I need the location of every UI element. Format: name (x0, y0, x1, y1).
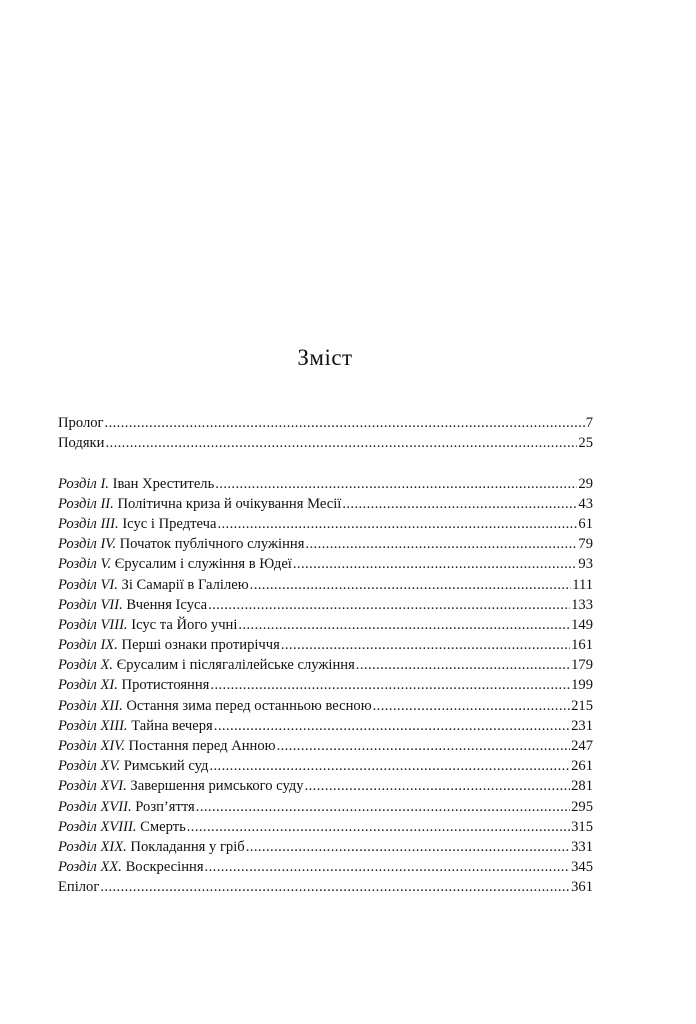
toc-entry-title: Завершення римського суду (126, 778, 304, 795)
page-number: 315 (571, 818, 593, 835)
table-of-contents (58, 413, 593, 898)
chapter-number: Розділ XIX. (58, 838, 127, 855)
page-number: 25 (578, 435, 593, 452)
chapter-number: Розділ I. (58, 475, 109, 492)
toc-entry (58, 554, 593, 574)
toc-entry-title: Остання зима перед останньою весною (122, 697, 372, 714)
page-number: 261 (571, 758, 593, 775)
page-number: 93 (578, 556, 593, 573)
page-number: 111 (572, 576, 593, 593)
toc-entry (58, 575, 593, 595)
page-number: 199 (571, 677, 593, 694)
chapter-number: Розділ XVI. (58, 778, 127, 795)
toc-entry-label (58, 413, 104, 433)
toc-entry-label (58, 433, 104, 453)
toc-entry-label (58, 534, 304, 554)
chapter-number: Розділ XIII. (58, 717, 128, 734)
toc-entry-title: Постання перед Анною (124, 738, 276, 754)
dot-leader (342, 494, 577, 514)
toc-entry-title: Смерть (136, 818, 186, 835)
dot-leader (100, 877, 570, 897)
toc-spacer (58, 453, 593, 473)
chapter-number: Розділ XIV. (58, 738, 125, 754)
page-number: 247 (571, 738, 593, 754)
chapter-number: Розділ II. (58, 495, 114, 512)
toc-entry-title: Ісус та Його учні (127, 616, 238, 633)
dot-leader (217, 514, 577, 534)
page-number: 43 (578, 495, 593, 512)
toc-chapters (58, 474, 593, 898)
toc-entry-title: Вчення Ісуса (122, 596, 208, 613)
toc-entry-title: Зі Самарії в Галілею (117, 576, 249, 593)
toc-entry (58, 514, 593, 534)
page-number: 179 (571, 657, 593, 674)
chapter-number: Розділ XV. (58, 758, 121, 775)
toc-entry (58, 756, 593, 776)
toc-front-matter (58, 413, 593, 453)
page-number: 79 (578, 536, 593, 553)
chapter-number: Розділ XVIII. (58, 818, 137, 835)
toc-entry-title: Ісус і Предтеча (118, 515, 217, 532)
page-number: 231 (571, 717, 593, 734)
toc-entry-title: Подяки (58, 435, 105, 452)
toc-entry (58, 877, 593, 897)
dot-leader (105, 433, 577, 453)
toc-entry-label (58, 716, 213, 736)
toc-entry-label (58, 635, 280, 655)
toc-entry (58, 696, 593, 716)
toc-entry (58, 534, 593, 554)
dot-leader (208, 595, 570, 615)
dot-leader (305, 776, 571, 796)
toc-entry-title: Римський суд (120, 758, 209, 775)
toc-entry (58, 736, 593, 756)
dot-leader (293, 554, 578, 574)
dot-leader (250, 575, 572, 595)
toc-entry-title: Іван Хреститель (108, 475, 215, 492)
toc-entry-label (58, 837, 245, 857)
dot-leader (210, 675, 570, 695)
dot-leader (373, 696, 570, 716)
dot-leader (196, 797, 570, 817)
dot-leader (215, 474, 577, 494)
toc-entry (58, 635, 593, 655)
page-number: 215 (571, 697, 593, 714)
chapter-number: Розділ XX. (58, 859, 122, 876)
toc-entry (58, 675, 593, 695)
toc-entry-label (58, 575, 249, 595)
dot-leader (238, 615, 570, 635)
toc-entry-title: Єрусалим і післягалілейське служіння (113, 657, 355, 674)
toc-entry (58, 474, 593, 494)
chapter-number: Розділ IX. (58, 637, 118, 654)
page-number: 161 (571, 637, 593, 654)
chapter-number: Розділ VI. (58, 576, 118, 593)
toc-entry-label (58, 696, 372, 716)
toc-entry-label (58, 817, 186, 837)
toc-entry-title: Тайна вечеря (127, 717, 213, 734)
toc-entry (58, 797, 593, 817)
toc-entry-title: Єрусалим і служіння в Юдеї (111, 556, 292, 573)
chapter-number: Розділ XI. (58, 677, 118, 694)
toc-entry (58, 595, 593, 615)
toc-entry (58, 857, 593, 877)
toc-entry-label (58, 474, 214, 494)
page-title: Зміст (297, 345, 353, 371)
toc-entry-label (58, 655, 355, 675)
chapter-number: Розділ V. (58, 556, 112, 573)
toc-entry (58, 776, 593, 796)
page-number: 133 (571, 596, 593, 613)
toc-entry-label (58, 797, 195, 817)
chapter-number: Розділ III. (58, 515, 119, 532)
chapter-number: Розділ X. (58, 657, 114, 674)
toc-entry-title: Розп’яття (131, 798, 195, 815)
toc-entry-label (58, 675, 209, 695)
chapter-number: Розділ IV. (58, 536, 116, 553)
toc-entry-title: Епілог (58, 879, 100, 896)
dot-leader (356, 655, 570, 675)
toc-entry-title: Воскресіння (121, 859, 204, 876)
toc-entry-label (58, 756, 208, 776)
toc-entry-label (58, 494, 341, 514)
dot-leader (305, 534, 577, 554)
page-number: 361 (571, 879, 593, 896)
toc-entry-label (58, 736, 276, 756)
chapter-number: Розділ VII. (58, 596, 123, 613)
toc-entry (58, 837, 593, 857)
toc-entry-title: Протистояння (117, 677, 210, 694)
toc-entry (58, 817, 593, 837)
chapter-number: Розділ XVII. (58, 798, 132, 815)
page-number: 7 (585, 415, 593, 431)
toc-entry-label (58, 554, 292, 574)
page-number: 331 (571, 838, 593, 855)
toc-entry-label (58, 514, 216, 534)
chapter-number: Розділ XII. (58, 697, 123, 714)
toc-entry (58, 433, 593, 453)
toc-entry-label (58, 615, 237, 635)
dot-leader (105, 413, 585, 433)
toc-entry (58, 716, 593, 736)
page-number: 281 (571, 778, 593, 795)
dot-leader (281, 635, 570, 655)
page-number: 61 (578, 515, 593, 532)
page-number: 29 (578, 475, 593, 492)
dot-leader (205, 857, 571, 877)
toc-entry-label (58, 877, 99, 897)
page-number: 149 (571, 616, 593, 633)
toc-entry-title: Політична криза й очікування Месії (113, 495, 342, 512)
toc-entry-title: Перші ознаки протиріччя (117, 637, 280, 654)
toc-entry (58, 413, 593, 433)
toc-entry (58, 655, 593, 675)
dot-leader (214, 716, 570, 736)
dot-leader (277, 736, 571, 756)
toc-entry-title: Покладання у гріб (126, 838, 245, 855)
toc-entry-label (58, 857, 204, 877)
chapter-number: Розділ VIII. (58, 616, 128, 633)
toc-entry (58, 615, 593, 635)
page-number: 295 (571, 798, 593, 815)
toc-entry-label (58, 595, 207, 615)
toc-entry-title: Початок публічного служіння (115, 536, 305, 553)
dot-leader (187, 817, 570, 837)
toc-entry-title: Пролог (58, 415, 104, 431)
page-number: 345 (571, 859, 593, 876)
toc-entry (58, 494, 593, 514)
toc-entry-label (58, 776, 304, 796)
dot-leader (246, 837, 570, 857)
dot-leader (209, 756, 570, 776)
